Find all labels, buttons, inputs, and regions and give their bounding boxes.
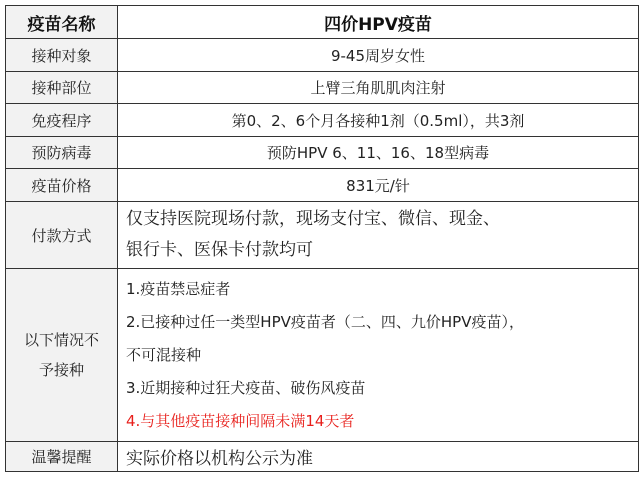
exclusions-list xyxy=(118,269,639,442)
payment-line-1: 仅支持医院现场付款，现场支付宝、微信、现金、 xyxy=(126,209,500,229)
table-row xyxy=(6,169,639,202)
schedule-label: 免疫程序 xyxy=(6,104,118,137)
exclusions-label-line-2: 予接种 xyxy=(38,361,84,379)
exclusion-item-4: 4.与其他疫苗接种间隔未满14天者 xyxy=(126,411,355,430)
reminder-label: 温馨提醒 xyxy=(6,442,118,472)
target-group-label: 接种对象 xyxy=(6,39,118,72)
exclusion-item-2-line-2: 不可混接种 xyxy=(126,345,202,364)
prevention-label: 预防病毒 xyxy=(6,137,118,169)
table-row xyxy=(6,72,639,104)
table-row xyxy=(6,442,639,472)
payment-line-2: 银行卡、医保卡付款均可 xyxy=(126,240,313,260)
exclusions-label-line-1: 以下情况不 xyxy=(23,331,99,349)
table-row xyxy=(6,104,639,137)
vaccine-name-value: 四价HPV疫苗 xyxy=(118,6,639,39)
reminder-value: 实际价格以机构公示为准 xyxy=(118,442,639,472)
table-row xyxy=(6,202,639,269)
target-group-value: 9-45周岁女性 xyxy=(118,39,639,72)
exclusion-item-3: 3.近期接种过狂犬疫苗、破伤风疫苗 xyxy=(126,378,366,397)
injection-site-value: 上臂三角肌肌肉注射 xyxy=(118,72,639,104)
exclusions-label xyxy=(6,269,118,442)
table-row xyxy=(6,137,639,169)
table-row xyxy=(6,269,639,442)
price-value: 831元/针 xyxy=(118,169,639,202)
schedule-value: 第0、2、6个月各接种1剂（0.5ml），共3剂 xyxy=(118,104,639,137)
injection-site-label: 接种部位 xyxy=(6,72,118,104)
price-label: 疫苗价格 xyxy=(6,169,118,202)
table-row xyxy=(6,39,639,72)
vaccine-name-label: 疫苗名称 xyxy=(6,6,118,39)
payment-value xyxy=(118,202,639,269)
exclusion-item-1: 1.疫苗禁忌症者 xyxy=(126,279,231,298)
payment-label: 付款方式 xyxy=(6,202,118,269)
exclusion-item-2-line-1: 2.已接种过任一类型HPV疫苗者（二、四、九价HPV疫苗）， xyxy=(126,312,524,331)
table-row-header xyxy=(6,6,639,39)
vaccine-info-table xyxy=(5,5,639,472)
prevention-value: 预防HPV 6、11、16、18型病毒 xyxy=(118,137,639,169)
